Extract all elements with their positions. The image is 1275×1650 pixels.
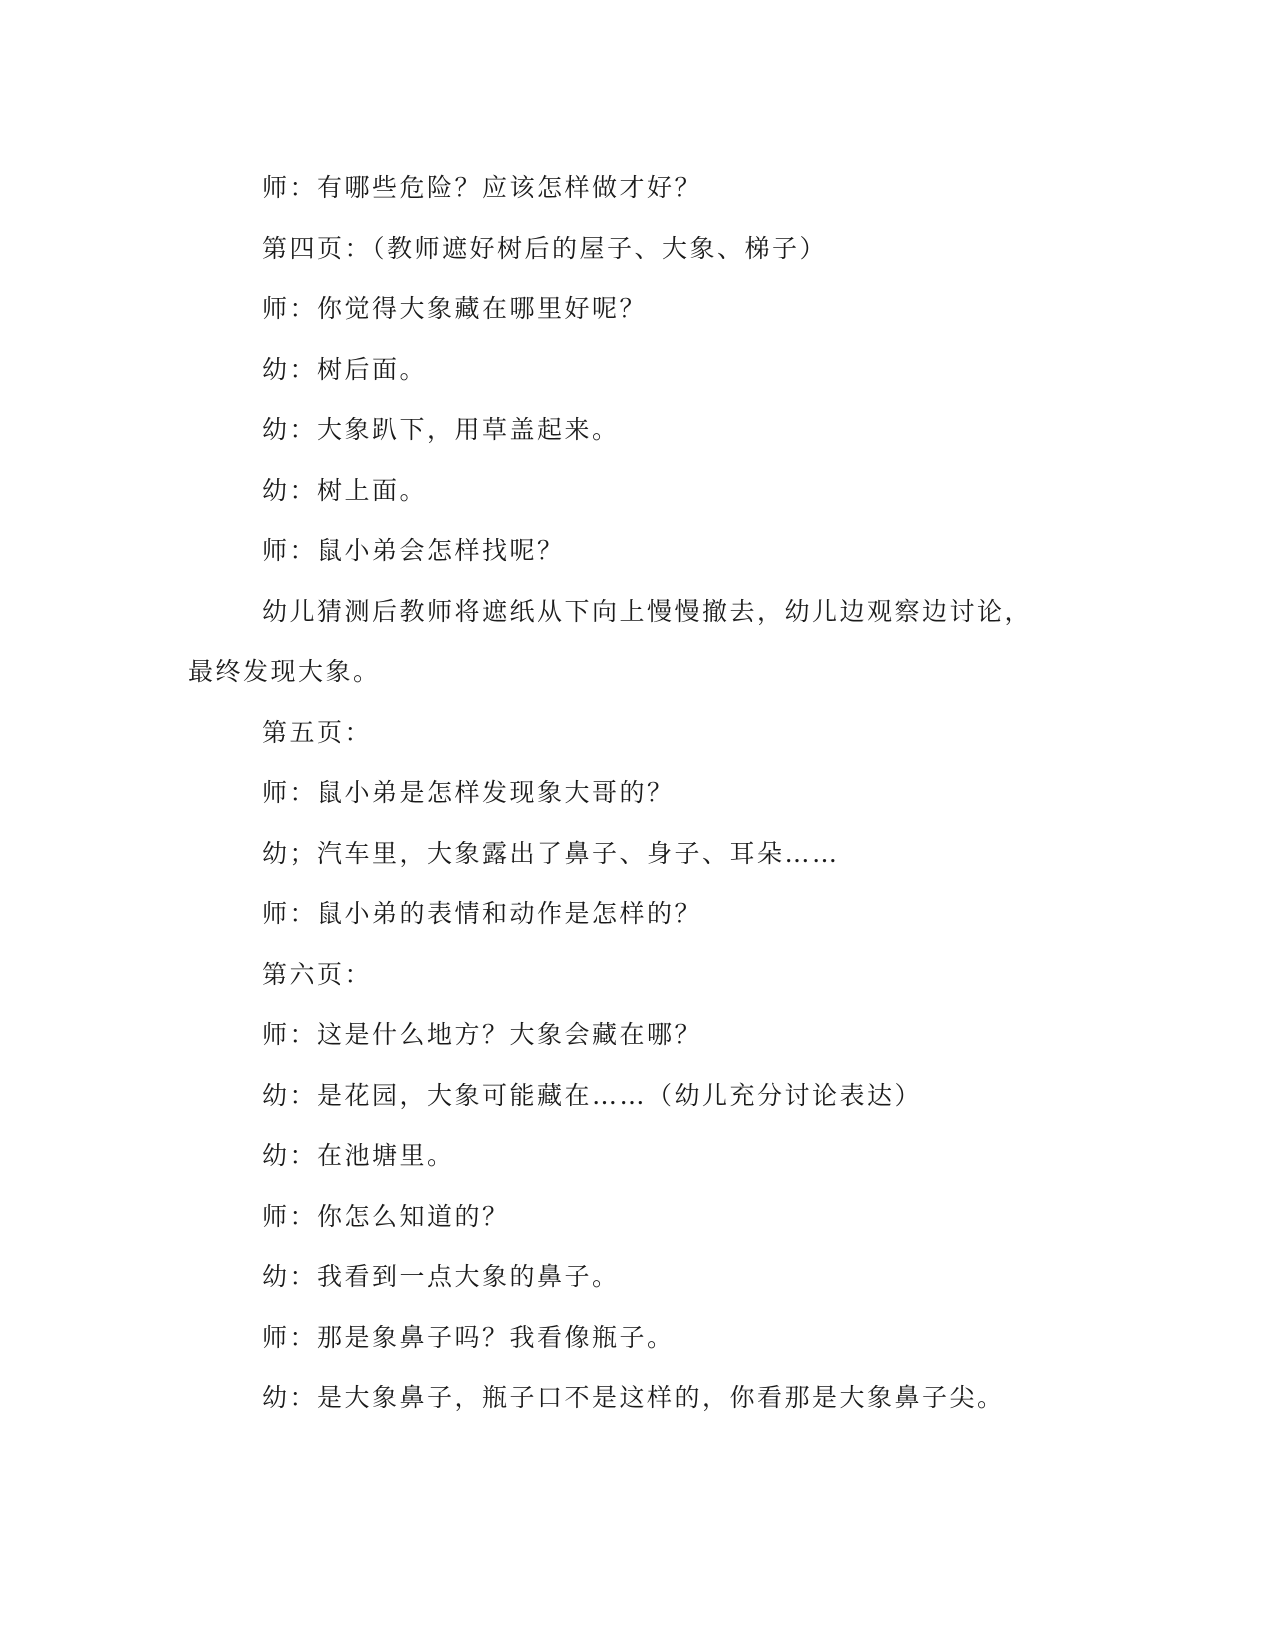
text-line: 幼：我看到一点大象的鼻子。 (262, 1262, 620, 1291)
text-line: 幼：在池塘里。 (262, 1141, 455, 1170)
text-line: 幼；汽车里，大象露出了鼻子、身子、耳朵…… (262, 838, 840, 868)
text-line: 师：你觉得大象藏在哪里好呢？ (262, 294, 648, 323)
text-line: 幼：是花园，大象可能藏在……（幼儿充分讨论表达） (262, 1080, 923, 1110)
text-line: 幼：大象趴下，用草盖起来。 (262, 415, 620, 444)
text-line: 师：你怎么知道的？ (262, 1201, 510, 1231)
text-line: 师：这是什么地方？大象会藏在哪？ (262, 1020, 703, 1049)
text-line: 师：有哪些危险？应该怎样做才好？ (262, 173, 703, 202)
text-line: 师：鼠小弟的表情和动作是怎样的？ (262, 899, 703, 928)
text-line: 幼：树后面。 (262, 354, 428, 384)
narrative-paragraph (188, 582, 1068, 703)
text-line: 第六页： (262, 959, 373, 989)
paragraph-second-line: 最终发现大象。 (188, 657, 381, 686)
text-line: 师：那是象鼻子吗？我看像瓶子。 (262, 1322, 675, 1352)
paragraph-first-line: 幼儿猜测后教师将遮纸从下向上慢慢撤去，幼儿边观察边讨论， (262, 596, 1033, 626)
text-line: 第五页： (262, 717, 373, 747)
text-line: 第四页：（教师遮好树后的屋子、大象、梯子） (262, 233, 828, 263)
document-body (188, 158, 1068, 1429)
text-line: 幼：树上面。 (262, 475, 428, 505)
text-line: 师：鼠小弟是怎样发现象大哥的？ (262, 778, 675, 807)
text-line: 幼：是大象鼻子，瓶子口不是这样的，你看那是大象鼻子尖。 (262, 1383, 1005, 1412)
text-line: 师：鼠小弟会怎样找呢？ (262, 536, 565, 565)
